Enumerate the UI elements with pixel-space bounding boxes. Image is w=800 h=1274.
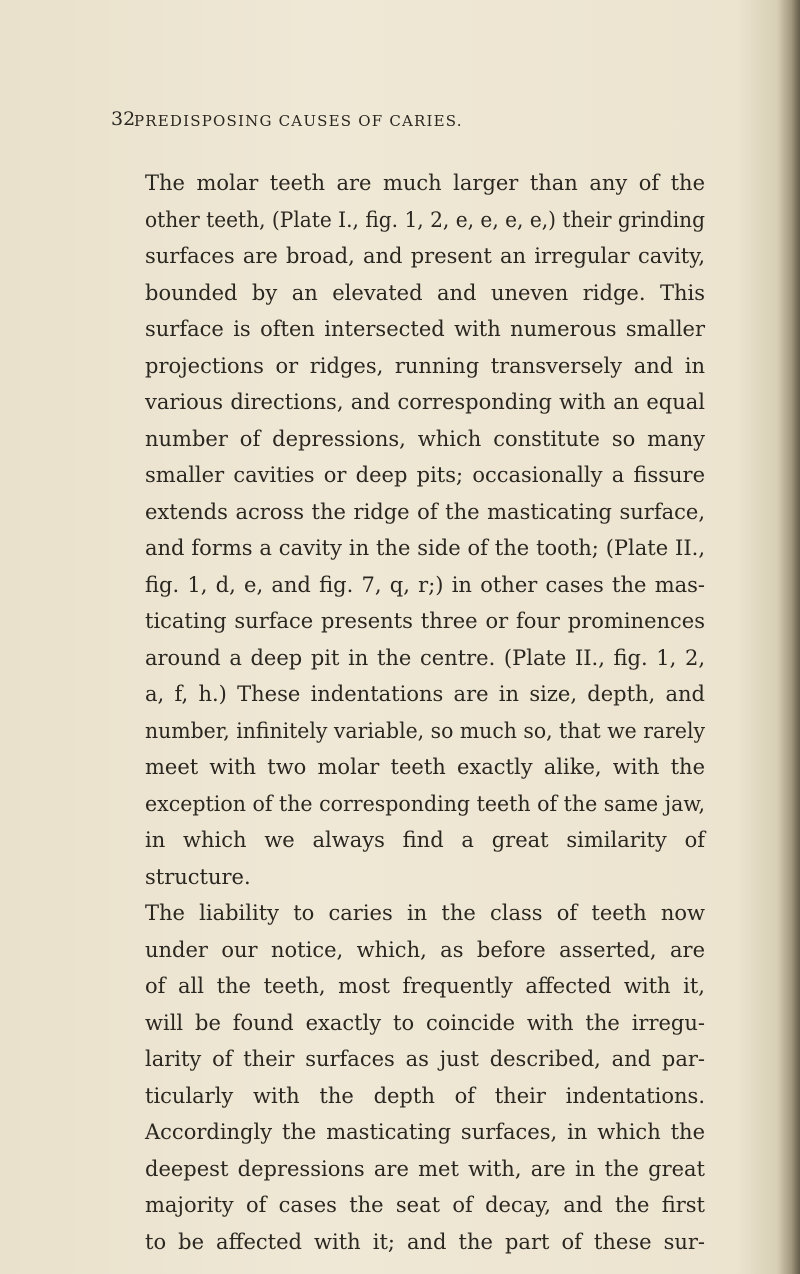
text-line: around a deep pit in the centre. (Plate II., fig. 1, 2,: [145, 645, 705, 670]
text-line: bounded by an elevated and uneven ridge. This: [145, 280, 705, 305]
text-line: meet with two molar teeth exactly alike, with the: [145, 755, 705, 779]
text-line: projections or ridges, running transversely and in: [145, 353, 705, 378]
text-line: The liability to caries in the class of teeth now: [145, 901, 705, 925]
page-edge-shadow: [778, 0, 800, 1274]
text-line: The molar teeth are much larger than any of the: [145, 171, 705, 195]
text-line: smaller cavities or deep pits; occasionally a fissure: [145, 463, 705, 487]
page-number: 32: [111, 108, 136, 130]
body-text: [145, 165, 705, 1260]
text-line: in which we always find a great similarity of: [145, 828, 705, 852]
text-line: surfaces are broad, and present an irregular cavity,: [145, 244, 705, 268]
text-line: and forms a cavity in the side of the tooth; (Plate II.,: [145, 536, 705, 560]
running-head: PREDISPOSING CAUSES OF CARIES.: [134, 112, 463, 130]
text-line: ticating surface presents three or four prominences: [145, 609, 705, 633]
text-line: ticularly with the depth of their indentations.: [145, 1083, 705, 1108]
text-line: number of depressions, which constitute so many: [145, 426, 705, 451]
text-line: to be affected with it; and the part of these sur-: [145, 1229, 705, 1254]
text-line: surface is often intersected with numerous smaller: [145, 317, 705, 341]
text-line: extends across the ridge of the masticating surface,: [145, 499, 705, 524]
text-line: majority of cases the seat of decay, and the first: [145, 1193, 705, 1217]
text-line: exception of the corresponding teeth of the same jaw,: [145, 791, 705, 816]
text-line: Accordingly the masticating surfaces, in which the: [145, 1120, 705, 1144]
text-line: deepest depressions are met with, are in the great: [145, 1156, 705, 1181]
text-line: various directions, and corresponding with an equal: [145, 390, 705, 414]
text-line: number, infinitely variable, so much so, that we rarely: [145, 718, 705, 743]
text-line: larity of their surfaces as just described, and par-: [145, 1047, 705, 1071]
text-line: will be found exactly to coincide with the irregu-: [145, 1010, 705, 1035]
text-line: under our notice, which, as before asserted, are: [145, 937, 705, 962]
text-line: fig. 1, d, e, and fig. 7, q, r;) in other cases the mas-: [145, 572, 705, 597]
text-line: other teeth, (Plate I., fig. 1, 2, e, e, e, e,) their grinding: [145, 207, 705, 232]
text-line: structure.: [145, 864, 251, 889]
text-line: of all the teeth, most frequently affected with it,: [145, 974, 705, 998]
text-line: a, f, h.) These indentations are in size, depth, and: [145, 682, 705, 706]
